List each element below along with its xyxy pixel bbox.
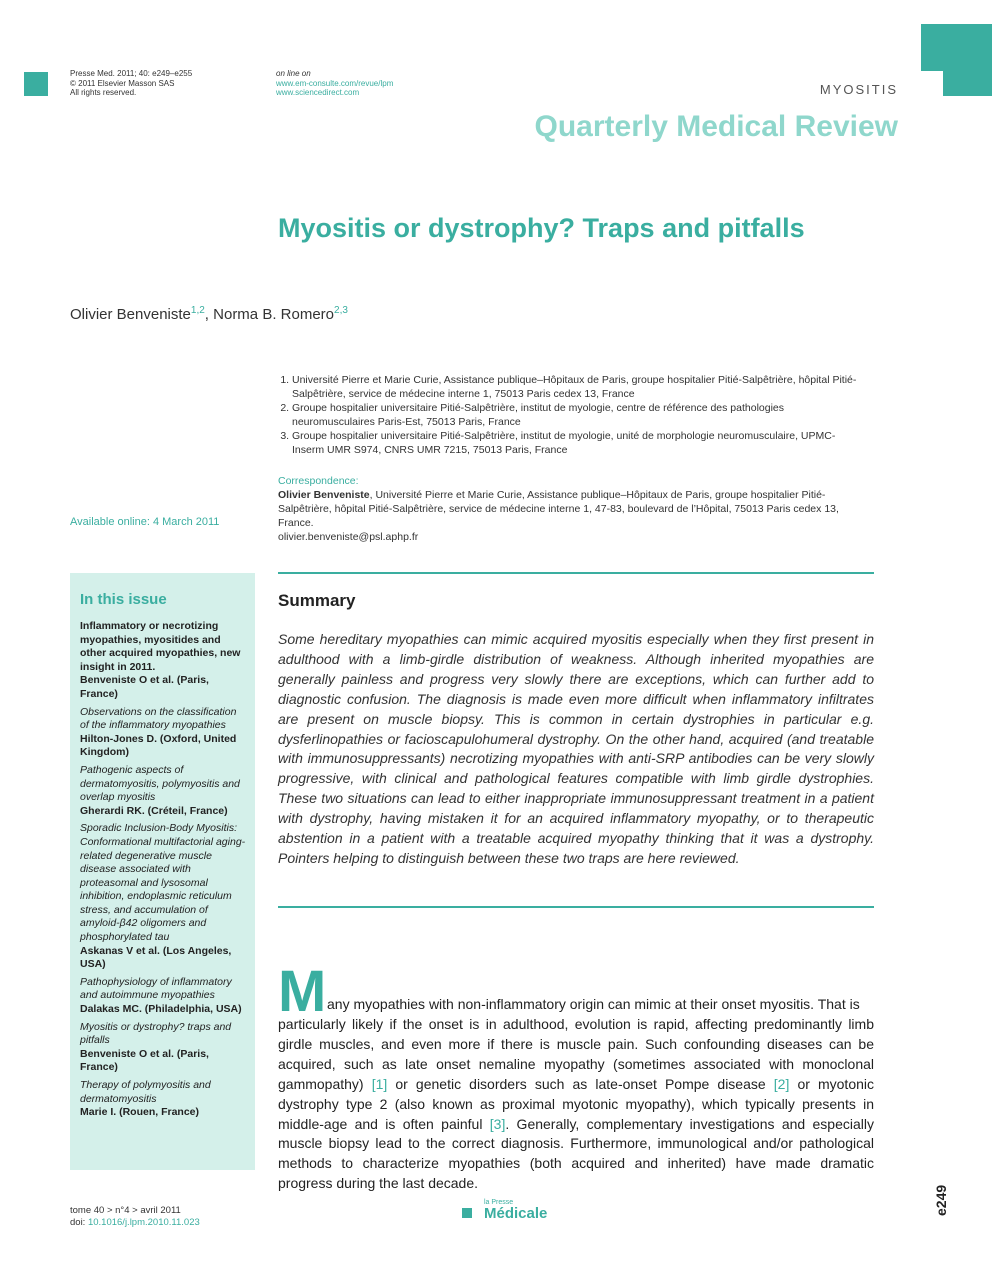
section-tag: MYOSITIS [819, 82, 898, 97]
body-text: particularly likely if the onset is in adulthood, evolution is rapid, affecting predominantly limb girdle muscles, and even more if there is muscle pain. Such confounding diseases can be acquired, such as late onset nemaline myopathy (sometimes associated with monoclonal gammopathy) [278, 1016, 874, 1092]
online-block [276, 69, 393, 98]
doi-link[interactable]: 10.1016/j.lpm.2010.11.023 [87, 1217, 200, 1228]
correspondence-text [278, 488, 858, 530]
online-url-sciencedirect[interactable]: www.sciencedirect.com [276, 88, 360, 97]
logo-big-text: Médicale [484, 1205, 548, 1222]
issue-item[interactable] [80, 1021, 248, 1075]
issue-item-title: Pathogenic aspects of dermatomyositis, polymyositis and overlap myositis [80, 763, 240, 804]
author-name: Olivier Benveniste [70, 306, 191, 323]
body-paragraph [278, 1015, 874, 1194]
author-name: Norma B. Romero [213, 306, 335, 323]
body-first-line: any myopathies with non-inflammatory origin can mimic at their onset myositis. That is [327, 996, 860, 1012]
copyright-line: © 2011 Elsevier Masson SAS [70, 78, 175, 88]
body-text: or genetic disorders such as late-onset Pompe disease [387, 1075, 774, 1092]
summary-text: Some hereditary myopathies can mimic acquired myositis especially when they first present in adulthood with a limb-girdle distribution of weakness. Although inherited myopathies are generally painless and progress very slowly there are exceptions, which can further add to diagnostic confusion. The diagnosis is made even more difficult when inflammatory infiltrates are present on muscle biopsy. This is common in certain dystrophies in particular e.g. dysferlinopathies or facioscapulohumeral dystrophy. On the other hand, acquired (and treatable with immunosuppressants) necrotizing myopathies with anti-SRP antibodies can be very slowly progressive, with clinical and pathological features compatible with limb girdle dystrophies. These two situations can lead to either inappropriate immunosuppressant treatment in a patient with dystrophy, having mistaken it for an acquired inflammatory myopathy, or to therapeutic abstention in a patient with a treatable acquired myopathy thinking that it was a dystrophy. Pointers helping to distinguish between these two traps are here reviewed. [278, 631, 874, 866]
issue-item-authors: Benveniste O et al. (Paris, France) [80, 674, 209, 700]
reference-link[interactable]: [2] [773, 1075, 790, 1092]
issue-item[interactable] [80, 1079, 248, 1120]
summary-top-rule [278, 572, 874, 574]
available-online-date: Available online: 4 March 2011 [70, 516, 220, 528]
online-url-em-consulte[interactable]: www.em-consulte.com/revue/lpm [276, 78, 394, 88]
sidebar-heading: In this issue [80, 591, 167, 608]
doi-label: doi: [70, 1217, 88, 1228]
doi-line [70, 1217, 200, 1229]
rights-line: All rights reserved. [70, 88, 137, 97]
issue-item-authors: Benveniste O et al. (Paris, France) [80, 1047, 209, 1074]
issue-info: tome 40 > n°4 > avril 2011 [70, 1205, 181, 1216]
issue-item-title: Therapy of polymyositis and dermatomyositis [80, 1079, 211, 1105]
affiliations [278, 373, 858, 457]
reference-link[interactable]: [3] [489, 1115, 506, 1132]
issue-item[interactable] [80, 976, 248, 1017]
issue-item[interactable] [80, 764, 248, 818]
summary-heading: Summary [278, 591, 356, 610]
affiliation-item: 3. Groupe hospitalier universitaire Pitié-Salpêtrière, institut de myologie, unité de morphologie neuromusculaire, UPMC-Inserm UMR S974, CNRS UMR 7215, 75013 Paris, France [292, 429, 858, 457]
issue-item[interactable] [80, 706, 248, 760]
issue-item-title: Myositis or dystrophy? traps and pitfalls [80, 1020, 232, 1047]
issue-item-authors: Dalakas MC. (Philadelphia, USA) [80, 1003, 242, 1016]
issue-item-title: Inflammatory or necrotizing myopathies, myositides and other acquired myopathies, new insight in 2011. [80, 620, 241, 673]
issue-item-authors: Gherardi RK. (Créteil, France) [80, 804, 228, 817]
page-number [926, 1186, 956, 1216]
journal-section-title: Quarterly Medical Review [534, 110, 898, 143]
footer-citation [70, 1205, 200, 1229]
author-affiliation-ref[interactable]: 2,3 [334, 305, 348, 316]
article-title: Myositis or dystrophy? Traps and pitfalls [278, 213, 805, 243]
correspondence-name: Olivier Benveniste [278, 489, 370, 501]
in-this-issue-sidebar [70, 573, 255, 1170]
issue-item-authors: Hilton-Jones D. (Oxford, United Kingdom) [80, 732, 237, 759]
body-text: or myotonic dystrophy type 2 (also known as proximal myotonic myopathy), which typically presents in middle-age and is often painful [278, 1075, 875, 1132]
brand-square [24, 72, 48, 96]
sidebar-list [80, 620, 248, 1124]
issue-item-authors: Marie I. (Rouen, France) [80, 1106, 200, 1119]
online-label: on line on [276, 69, 311, 78]
page-number-text: e249 [933, 1184, 949, 1216]
drop-cap: M [278, 959, 327, 1024]
affiliation-item: 2. Groupe hospitalier universitaire Pitié-Salpêtrière, institut de myologie, centre de référence des pathologies neuromusculaires Paris-Est, 75013 Paris, France [292, 401, 858, 429]
body-text: . Generally, complementary investigations and especially muscle biopsy lead to the correct diagnosis. Furthermore, immunological and/or pathological methods to characterize myopathies (both acquired and inherited) have made dramatic progress during the last decade. [278, 1115, 874, 1192]
summary-bottom-rule [278, 906, 874, 908]
corner-notch [921, 71, 943, 96]
affiliation-item: 1. Université Pierre et Marie Curie, Assistance publique–Hôpitaux de Paris, groupe hospitalier Pitié-Salpêtrière, hôpital Pitié-Salpêtrière, service de médecine interne 1, 75013 Paris cedex 13, France [292, 373, 858, 401]
author-list [70, 305, 348, 323]
issue-item-title: Observations on the classification of the inflammatory myopathies [80, 705, 237, 732]
logo-small-text: la Presse [484, 1199, 514, 1206]
author-separator: , [204, 306, 214, 323]
correspondence-address: , Université Pierre et Marie Curie, Assistance publique–Hôpitaux de Paris, groupe hospitalier Pitié-Salpêtrière, hôpital Pitié-Salpêtrière, service de médecine interne 1, 47-83, boulevard de l’Hôpital, 75013 Paris cedex 13, France. [278, 489, 839, 529]
correspondence-label: Correspondence: [278, 475, 359, 487]
correspondence-email[interactable]: olivier.benveniste@psl.aphp.fr [278, 531, 419, 543]
citation-block [70, 69, 192, 98]
citation-line: Presse Med. 2011; 40: e249–e255 [70, 69, 193, 78]
author-affiliation-ref[interactable]: 1,2 [190, 305, 205, 316]
correspondence [278, 474, 858, 544]
reference-link[interactable]: [1] [371, 1075, 388, 1092]
issue-item-title: Pathophysiology of inflammatory and autoimmune myopathies [80, 975, 232, 1002]
issue-item[interactable] [80, 620, 248, 702]
logo-square-icon [462, 1208, 472, 1218]
issue-item-authors: Askanas V et al. (Los Angeles, USA) [80, 944, 232, 971]
issue-item[interactable] [80, 822, 248, 972]
issue-item-title: Sporadic Inclusion-Body Myositis: Conformational multifactorial aging-related degenerative muscle disease associated with proteasomal and lysosomal inhibition, endoplasmic reticulum stress, and accumulation of amyloid-β42 oligomers and phosphorylated tau [80, 822, 246, 944]
